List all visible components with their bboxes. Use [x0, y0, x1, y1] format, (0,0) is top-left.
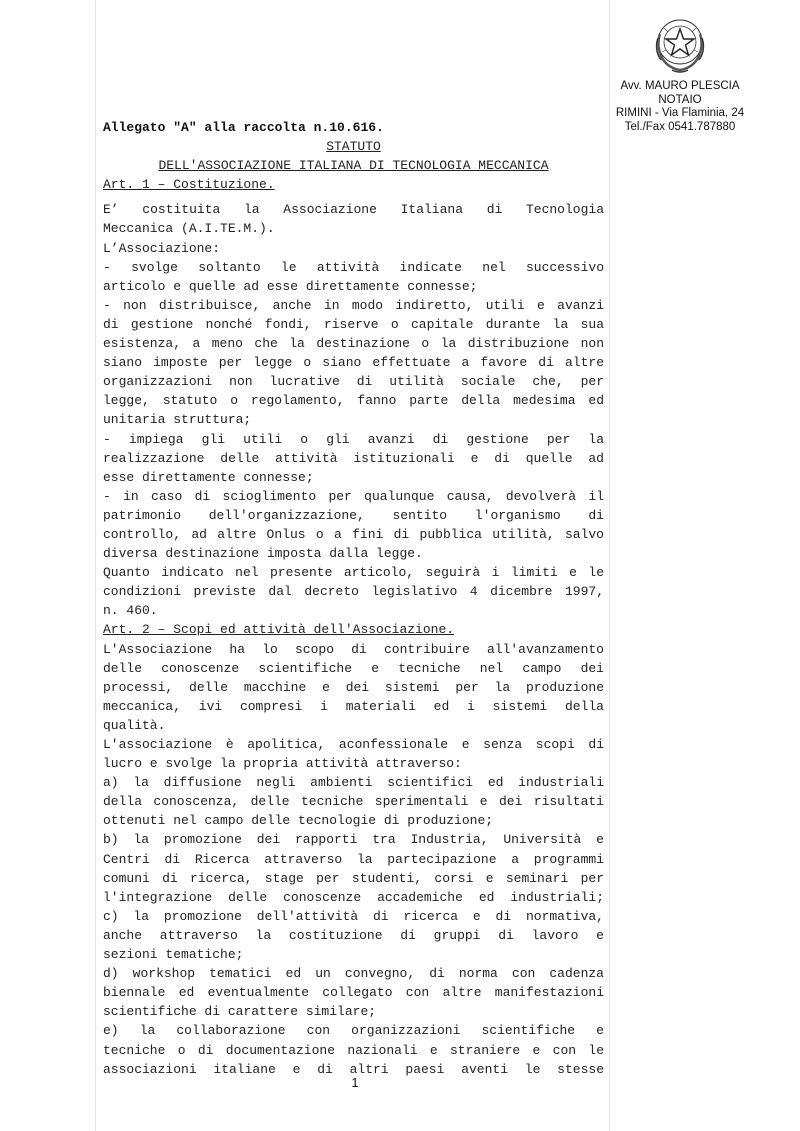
- text-line: - impiega gli utili o gli avanzi di gestione per la: [103, 431, 604, 447]
- text-line: processi, delle macchine e dei sistemi per la produzione: [103, 679, 604, 695]
- article-heading: Art. 2 – Scopi ed attività dell'Associazione.: [103, 622, 455, 638]
- text-line: - in caso di scioglimento per qualunque causa, devolverà il: [103, 488, 604, 504]
- text-line: della conoscenza, delle tecniche sperimentali e dei risultati: [103, 794, 604, 810]
- statute-title: STATUTO: [326, 139, 381, 154]
- allegato-reference: Allegato "A" alla raccolta n.10.616.: [103, 120, 384, 135]
- text-line: condizioni previste dal decreto legislativo 4 dicembre 1997,: [103, 584, 604, 600]
- text-line: realizzazione delle attività istituzionali e di quelle ad: [103, 450, 604, 466]
- text-line: E’ costituita la Associazione Italiana di Tecnologia: [103, 202, 604, 218]
- text-line: d) workshop tematici ed un convegno, di norma con cadenza: [103, 966, 604, 982]
- notary-name: Avv. MAURO PLESCIA: [620, 80, 740, 92]
- text-line: Quanto indicato nel presente articolo, seguirà i limiti e le: [103, 565, 604, 581]
- text-line: c) la promozione dell'attività di ricerca e di normativa,: [103, 908, 604, 924]
- italian-republic-emblem-icon: [652, 14, 708, 76]
- text-line: b) la promozione dei rapporti tra Industria, Università e: [103, 832, 604, 848]
- text-line: lucro e svolge la propria attività attraverso:: [103, 756, 462, 772]
- text-line: sezioni tematiche;: [103, 947, 244, 963]
- text-line: L’Associazione:: [103, 240, 221, 256]
- notary-address: RIMINI - Via Flaminia, 24: [615, 107, 745, 119]
- text-line: - svolge soltanto le attività indicate nel successivo: [103, 259, 604, 275]
- text-line: esse direttamente connesse;: [103, 469, 314, 485]
- text-line: di gestione nonché fondi, riserve o capitale durante la sua: [103, 316, 604, 332]
- text-line: associazioni italiane e di altri paesi aventi le stesse: [103, 1061, 604, 1077]
- text-line: L'associazione è apolitica, aconfessionale e senza scopi di: [103, 737, 604, 752]
- text-line: patrimonio dell'organizzazione, sentito l'organismo di: [103, 507, 604, 523]
- text-line: articolo e quelle ad esse direttamente connesse;: [103, 278, 478, 294]
- text-line: comuni di ricerca, stage per studenti, corsi e seminari per: [103, 870, 604, 886]
- text-line: organizzazioni non lucrative di utilità sociale che, per: [103, 374, 604, 390]
- text-line: n. 460.: [103, 603, 158, 619]
- left-margin-line: [95, 0, 96, 1131]
- text-line: anche attraverso la costituzione di gruppi di lavoro e: [103, 927, 604, 943]
- text-line: siano imposte per legge o siano effettuate a favore di altre: [103, 355, 604, 371]
- text-line: unitaria struttura;: [103, 412, 252, 428]
- text-line: delle conoscenze scientifiche e tecniche nel campo dei: [103, 660, 604, 676]
- text-line: legge, statuto o regolamento, fanno parte della medesima ed: [103, 393, 604, 409]
- statute-subtitle: DELL'ASSOCIAZIONE ITALIANA DI TECNOLOGIA MECCANICA: [158, 158, 549, 174]
- text-line: L'Associazione ha lo scopo di contribuire all'avanzamento: [103, 641, 604, 657]
- text-line: scientifiche di carattere similare;: [103, 1004, 377, 1020]
- right-margin-line: [609, 0, 610, 1131]
- text-line: esistenza, a meno che la destinazione o la distribuzione non: [103, 336, 604, 352]
- text-line: e) la collaborazione con organizzazioni scientifiche e: [103, 1023, 604, 1039]
- page-number: 1: [351, 1075, 359, 1090]
- text-line: a) la diffusione negli ambienti scientifici ed industriali: [103, 775, 604, 791]
- notary-stamp: [610, 80, 750, 134]
- text-line: controllo, ad altre Onlus o a fini di pubblica utilità, salvo: [103, 526, 604, 542]
- statute-body: [103, 137, 604, 1079]
- text-line: ottenuti nel campo delle tecnologie di produzione;: [103, 813, 494, 829]
- text-line: Centri di Ricerca attraverso la partecipazione a programmi: [103, 851, 604, 867]
- text-line: - non distribuisce, anche in modo indiretto, utili e avanzi: [103, 297, 604, 313]
- text-line: tecniche o di documentazione nazionali e straniere e con le: [103, 1042, 604, 1058]
- text-line: qualità.: [103, 717, 166, 733]
- notary-phone: Tel./Fax 0541.787880: [624, 120, 736, 133]
- text-line: biennale ed eventualmente collegato con altre manifestazioni: [103, 985, 604, 1001]
- text-line: meccanica, ivi compresi i materiali ed i sistemi della: [103, 698, 604, 714]
- text-line: l'integrazione delle conoscenze accademiche ed industriali;: [103, 889, 604, 905]
- article-heading: Art. 1 – Costituzione.: [103, 177, 275, 193]
- text-line: diversa destinazione imposta dalla legge.: [103, 546, 423, 562]
- text-line: Meccanica (A.I.TE.M.).: [103, 221, 275, 237]
- notary-title: NOTAIO: [658, 93, 702, 106]
